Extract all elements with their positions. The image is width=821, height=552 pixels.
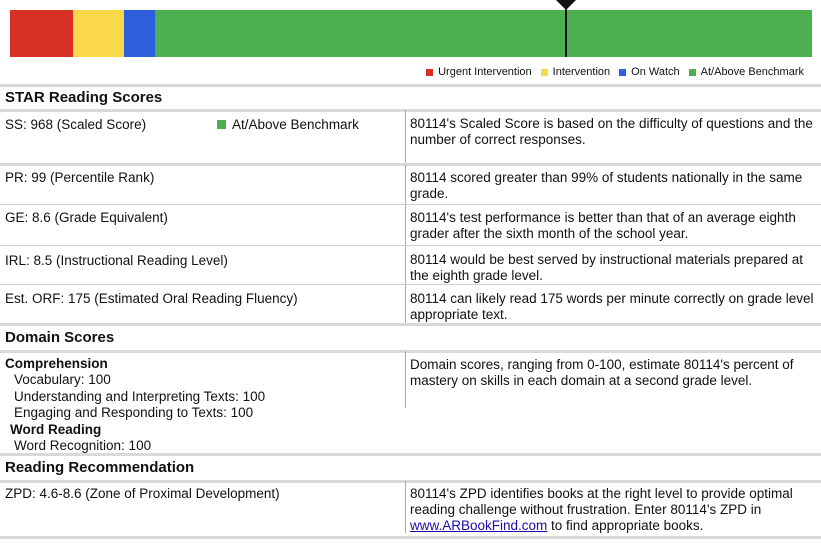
legend-item-on-watch [619, 66, 680, 78]
score-ge-description: 80114's test performance is better than that of an average eighth grader after the sixth month of the school year. [410, 210, 796, 241]
zpd-description-tail: to find appropriate books. [547, 518, 704, 533]
legend-swatch [689, 69, 696, 76]
score-irl-description: 80114 would be best served by instructional materials prepared at the eighth grade level. [410, 252, 803, 283]
legend-label: Intervention [552, 66, 611, 78]
segment-at-above-benchmark [155, 10, 812, 57]
segment-on-watch [124, 10, 155, 57]
divider [0, 84, 821, 87]
domain-heading-word-reading: Word Reading [10, 421, 102, 437]
legend-label: Urgent Intervention [438, 66, 532, 78]
score-marker-line [565, 4, 567, 57]
divider [0, 284, 821, 285]
zpd-range: ZPD: 4.6-8.6 (Zone of Proximal Development) [5, 486, 280, 501]
zpd-description-text: 80114's ZPD identifies books at the right level to provide optimal reading challenge without frustration. Enter 80114's ZPD in [410, 486, 793, 517]
benchmark-badge [217, 117, 359, 132]
domain-item: Engaging and Responding to Texts: 100 [14, 405, 254, 421]
divider [0, 163, 821, 166]
divider [0, 245, 821, 246]
score-marker-triangle-icon [556, 0, 576, 10]
legend-item-intervention [541, 66, 610, 78]
benchmark-badge-label: At/Above Benchmark [232, 117, 359, 132]
domain-item: Vocabulary: 100 [14, 372, 111, 388]
arbookfind-link[interactable]: www.ARBookFind.com [410, 518, 548, 533]
section-title-recommendation: Reading Recommendation [5, 459, 195, 476]
column-divider [405, 165, 406, 205]
domain-item: Word Recognition: 100 [14, 438, 152, 454]
column-divider [405, 285, 406, 323]
column-divider [405, 246, 406, 284]
divider [0, 323, 821, 326]
legend-item-urgent [426, 66, 532, 78]
column-divider [405, 351, 406, 408]
benchmark-bar [10, 10, 812, 57]
legend-label: On Watch [631, 66, 680, 78]
benchmark-badge-swatch [217, 120, 226, 129]
column-divider [405, 481, 406, 533]
score-ss: SS: 968 (Scaled Score) [5, 117, 147, 132]
score-orf-description: 80114 can likely read 175 words per minute correctly on grade level appropriate text. [410, 291, 814, 322]
score-orf: Est. ORF: 175 (Estimated Oral Reading Fluency) [5, 291, 298, 306]
column-divider [405, 110, 406, 163]
segment-urgent-intervention [10, 10, 73, 57]
legend [426, 66, 804, 78]
divider [0, 204, 821, 205]
score-irl: IRL: 8.5 (Instructional Reading Level) [5, 253, 228, 268]
legend-item-benchmark [689, 66, 804, 78]
section-title-star: STAR Reading Scores [5, 89, 163, 106]
section-title-domain: Domain Scores [5, 329, 115, 346]
domain-scores-list [5, 356, 265, 454]
domain-heading-comprehension: Comprehension [5, 356, 108, 371]
legend-swatch [426, 69, 433, 76]
column-divider [405, 205, 406, 245]
score-pr: PR: 99 (Percentile Rank) [5, 170, 155, 185]
score-pr-description: 80114 scored greater than 99% of students nationally in the same grade. [410, 170, 803, 201]
segment-intervention [73, 10, 124, 57]
legend-swatch [541, 69, 548, 76]
score-ge: GE: 8.6 (Grade Equivalent) [5, 210, 168, 225]
divider [0, 453, 821, 456]
domain-scores-description: Domain scores, ranging from 0-100, estimate 80114's percent of mastery on skills in each domain at a second grade level. [410, 357, 794, 388]
divider [0, 536, 821, 539]
legend-swatch [619, 69, 626, 76]
divider [0, 350, 821, 353]
divider [0, 109, 821, 112]
divider [0, 480, 821, 483]
legend-label: At/Above Benchmark [700, 66, 804, 78]
zpd-description [410, 486, 815, 534]
score-ss-description: 80114's Scaled Score is based on the difficulty of questions and the number of correct responses. [410, 116, 813, 147]
domain-item: Understanding and Interpreting Texts: 100 [14, 388, 266, 404]
